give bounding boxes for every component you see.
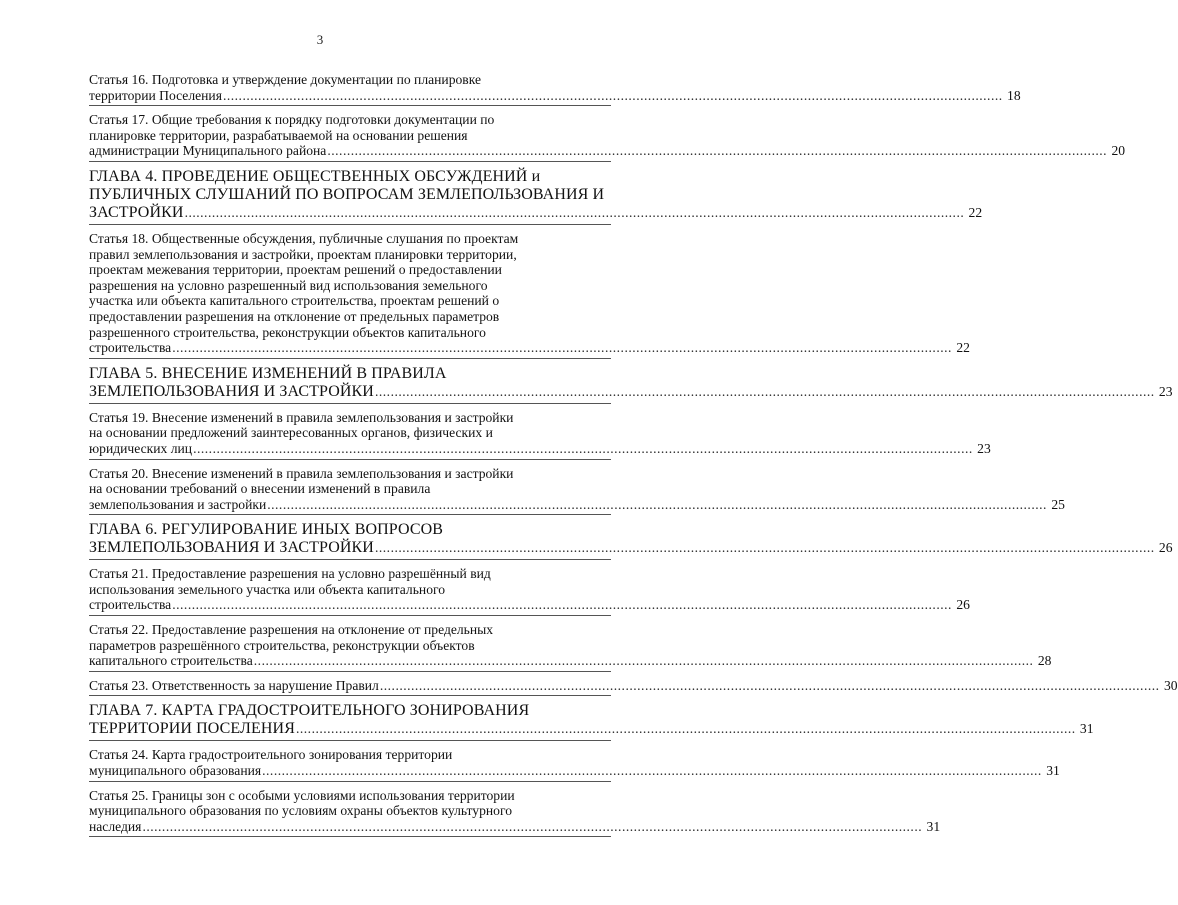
toc-entry-text-line: ЗЕМЛЕПОЛЬЗОВАНИЯ И ЗАСТРОЙКИ [89, 539, 374, 557]
toc-entry-text-line: Статья 20. Внесение изменений в правила землепользования и застройки [89, 465, 514, 481]
toc-entry-text-line: предоставлении разрешения на отклонение от предельных параметров [89, 308, 500, 324]
toc-article-entry[interactable] [89, 464, 1065, 516]
toc-page-number: 18 [1007, 87, 1021, 103]
toc-leader-dots: ........................................................................................................................................................................................................ [327, 143, 1108, 159]
toc-page-number: 25 [1051, 496, 1065, 512]
toc-entry-text-line: Статья 18. Общественные обсуждения, публичные слушания по проектам [89, 230, 519, 246]
toc-entry-text-line: муниципального образования по условиям охраны объектов культурного [89, 803, 513, 819]
toc-entry-text-line: Статья 17. Общие требования к порядку подготовки документации по [89, 112, 495, 128]
toc-entry-text-line: строительства [89, 597, 172, 613]
toc-entry-text-line: разрешения на условно разрешенный вид использования земельного [89, 277, 488, 293]
toc-entry-text-line: ГЛАВА 6. РЕГУЛИРОВАНИЕ ИНЫХ ВОПРОСОВ [89, 521, 444, 539]
toc-article-entry[interactable] [89, 70, 1021, 106]
toc-chapter-entry[interactable] [89, 700, 1094, 741]
toc-page-number: 31 [1046, 763, 1060, 779]
toc-entry-text-line: ТЕРРИТОРИИ ПОСЕЛЕНИЯ [89, 720, 295, 738]
toc-entry-text-line: на основании предложений заинтересованных органов, физических и [89, 425, 493, 441]
toc-entry-text-line: Статья 19. Внесение изменений в правила землепользования и застройки [89, 409, 514, 425]
toc-chapter-entry[interactable] [89, 519, 1173, 560]
toc-page-number: 23 [1158, 383, 1173, 399]
toc-article-entry[interactable] [89, 745, 1060, 781]
toc-entry-text-line: Статья 21. Предоставление разрешения на условно разрешённый вид [89, 566, 491, 582]
toc-entry-text-line: правил землепользования и застройки, проектам планировки территории, [89, 246, 517, 262]
toc-page-number: 26 [1158, 540, 1173, 556]
toc-chapter-entry[interactable] [89, 166, 983, 225]
toc-entry-text-line: участка или объекта капитального строительства, проектам решений о [89, 293, 500, 309]
toc-page-number: 31 [1079, 721, 1094, 737]
toc-entry-text-line: планировке территории, разрабатываемой на основании решения [89, 127, 468, 143]
toc-entry-text-line: Статья 22. Предоставление разрешения на отклонение от предельных [89, 622, 494, 638]
toc-entry-text-line: разрешенного строительства, реконструкции объектов капитального [89, 324, 486, 340]
toc-page-number: 22 [968, 204, 983, 220]
toc-entry-text-line: ПУБЛИЧНЫХ СЛУШАНИЙ ПО ВОПРОСАМ ЗЕМЛЕПОЛЬЗОВАНИЯ И [89, 185, 605, 203]
toc-page-number: 26 [956, 597, 970, 613]
toc-entry-text-line: ЗАСТРОЙКИ [89, 203, 184, 221]
toc-leader-dots: ........................................................................................................................................................................................................ [374, 383, 1155, 399]
toc-entry-text-line: на основании требований о внесении изменений в правила [89, 481, 431, 497]
page-number: 3 [316, 32, 324, 47]
toc-leader-dots: ........................................................................................................................................................................................................ [222, 87, 1003, 103]
toc-leader-dots: ........................................................................................................................................................................................................ [295, 721, 1076, 737]
toc-entry-text-line: Статья 16. Подготовка и утверждение документации по планировке [89, 72, 482, 87]
toc-entry-text-line: ГЛАВА 7. КАРТА ГРАДОСТРОИТЕЛЬНОГО ЗОНИРОВАНИЯ [89, 702, 530, 720]
toc-entry-text-line: администрации Муниципального района [89, 143, 327, 159]
toc-leader-dots: ........................................................................................................................................................................................................ [262, 763, 1042, 779]
toc-page-number: 31 [926, 818, 941, 834]
toc-entry-text-line: параметров разрешённого строительства, реконструкции объектов [89, 637, 475, 653]
toc-article-entry[interactable] [89, 408, 991, 460]
toc-page-number: 22 [956, 340, 970, 356]
toc-entry-text-line: юридических лиц [89, 440, 193, 456]
toc-entry-text-line: территории Поселения [89, 87, 222, 103]
toc-page-number: 30 [1163, 677, 1178, 693]
toc-entry-text-line: Статья 24. Карта градостроительного зонирования территории [89, 747, 453, 763]
toc-leader-dots: ........................................................................................................................................................................................................ [142, 818, 923, 834]
toc-article-entry[interactable] [89, 229, 970, 359]
toc-leader-dots: ........................................................................................................................................................................................................ [193, 440, 973, 456]
toc-entry-text-line: землепользования и застройки [89, 496, 267, 512]
toc-article-entry[interactable] [89, 564, 970, 616]
toc-entry-text-line: ЗЕМЛЕПОЛЬЗОВАНИЯ И ЗАСТРОЙКИ [89, 382, 374, 400]
toc-entry-text-line: муниципального образования [89, 763, 262, 779]
toc-page-number: 20 [1111, 143, 1126, 159]
toc-entry-text-line: ГЛАВА 4. ПРОВЕДЕНИЕ ОБЩЕСТВЕННЫХ ОБСУЖДЕНИЙ и [89, 167, 541, 185]
toc-leader-dots: ........................................................................................................................................................................................................ [172, 340, 952, 356]
table-of-contents [89, 70, 1178, 841]
toc-entry-text-line: капитального строительства [89, 653, 253, 669]
toc-entry-text-line: проектам межевания территории, проектам решений о предоставлении [89, 262, 502, 278]
toc-leader-dots: ........................................................................................................................................................................................................ [253, 653, 1034, 669]
toc-page-number: 28 [1037, 653, 1052, 669]
toc-chapter-entry[interactable] [89, 363, 1173, 404]
toc-entry-text-line: наследия [89, 818, 142, 834]
toc-article-entry[interactable] [89, 676, 1178, 697]
toc-page-number: 23 [977, 440, 991, 456]
toc-leader-dots: ........................................................................................................................................................................................................ [172, 597, 952, 613]
toc-entry-text-line: строительства [89, 340, 172, 356]
toc-article-entry[interactable] [89, 110, 1126, 162]
toc-leader-dots: ........................................................................................................................................................................................................ [267, 496, 1047, 512]
toc-article-entry[interactable] [89, 620, 1052, 672]
toc-entry-text-line: ГЛАВА 5. ВНЕСЕНИЕ ИЗМЕНЕНИЙ В ПРАВИЛА [89, 364, 447, 382]
toc-entry-text-line: Статья 23. Ответственность за нарушение Правил [89, 677, 379, 693]
toc-article-entry[interactable] [89, 786, 941, 838]
toc-entry-text-line: использования земельного участка или объекта капитального [89, 581, 446, 597]
toc-leader-dots: ........................................................................................................................................................................................................ [184, 204, 965, 220]
toc-leader-dots: ........................................................................................................................................................................................................ [379, 677, 1160, 693]
toc-leader-dots: ........................................................................................................................................................................................................ [374, 540, 1155, 556]
toc-entry-text-line: Статья 25. Границы зон с особыми условиями использования территории [89, 787, 515, 803]
